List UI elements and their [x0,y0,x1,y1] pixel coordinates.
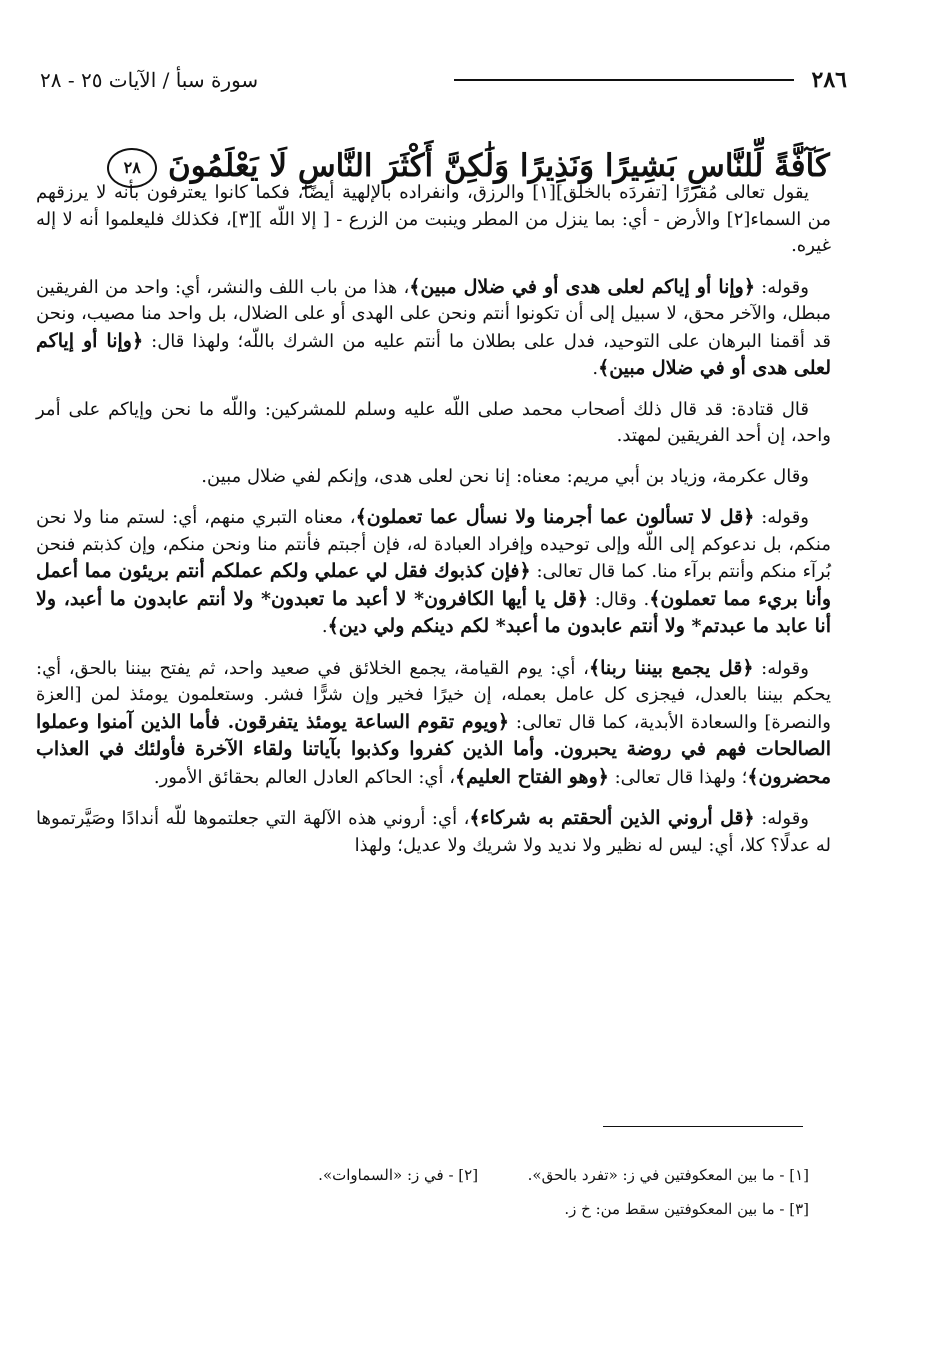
footnote-rule [603,1126,803,1127]
page-number: ٢٨٦ [811,67,847,93]
paragraph-text: وقال عكرمة، وزياد بن أبي مريم: معناه: إنا نحن لعلى هدى، وإنكم لفي ضلال مبين. [201,465,809,487]
quran-quote: ﴿فإن كذبوك فقل لي عملي ولكم عملكم أنتم بريئون مما أعمل وأنا بريء مما تعملون﴾ [36,560,831,610]
paragraph [36,397,831,450]
paragraph-text: [١] [532,182,556,203]
paragraph-text: ، أي: الحاكم العادل العالم بحقائق الأمور. [153,766,456,788]
paragraph [36,655,831,792]
footnote-row [60,1158,809,1192]
verse-text: كَآفَّةً لِّلنَّاسِ بَشِيرًا وَنَذِيرًا وَلَٰكِنَّ أَكْثَرَ النَّاسِ لَا يَعْلَمُونَ [168,148,830,184]
paragraph-text: وقوله: [754,808,809,829]
quran-quote: ﴿قل يجمع بيننا ربنا﴾ [588,656,754,679]
paragraph-text: . وقال: [587,588,650,610]
paragraph-text: والأرض - أي: بما ينزل من المطر وينبت من الزرع - [ إلا اللّه ] [255,208,727,230]
quran-quote: ﴿وهو الفتاح العليم﴾ [455,765,609,788]
paragraph-text: قال قتادة: قد قال ذلك أصحاب محمد صلى اللّه عليه وسلم للمشركين: واللّه ما نحن وإياكم على أمر واحد، إن أحد الفريقين لمهتد. [36,398,831,446]
paragraph [36,180,831,260]
footnote-1: [١] - ما بين المعكوفتين في ز: «تفرد بالحق». [527,1166,809,1184]
paragraph-text: والرزق، وانفراده بالإلهية أيضًا، فكما كانوا يعترفون بأنه لا يرزقهم من السماء [36,182,831,230]
paragraph-text: . [321,616,328,637]
paragraph-text: ، معناه التبري منهم، أي: لستم منا ولا نحن منكم، بل ندعوكم إلى اللّه وإلى توحيده وإفراد العبادة له، فإن أجبتم فأنتم منا ونحن منكم، وإن كذبتم فنحن بُرآء منكم وأنتم برآء منا. كما قال تعالى: [36,507,831,582]
paragraph-text: يقول تعالى مُقررًا [تفردَه بالخلق] [555,182,809,203]
header-rule [454,79,794,81]
quran-quote: ﴿قل لا تسألون عما أجرمنا ولا نسأل عما تعملون﴾ [355,506,755,528]
quran-quote: ﴿وإنا أو إياكم لعلى هدى أو في ضلال مبين﴾ [409,275,755,298]
quran-quote: ﴿وإنا أو إياكم لعلى هدى أو في ضلال مبين﴾ [36,329,831,379]
paragraph [36,274,831,383]
footnote-row [60,1192,809,1226]
paragraph-text: . [592,358,599,379]
footnote-3: [٣] - ما بين المعكوفتين سقط من: خ ز. [564,1200,809,1218]
paragraph-text: ، هذا من باب اللف والنشر، أي: واحد من الفريقين مبطل، والآخر محق، لا سبيل إلى أن تكونوا أنتم ونحن على الهدى أو على الضلال، بل واحد منا مصيب، ونحن قد أقمنا البرهان على التوحيد، فدل على بطلان ما أنتم عليه من الشرك باللّه؛ ولهذا قال: [36,276,831,352]
footnote-2: [٢] - في ز: «السماوات». [318,1166,479,1184]
paragraph-text: ، فكذلك فليعلموا أنه لا إله غيره. [36,208,831,256]
paragraph [36,504,831,641]
paragraph-text: وقوله: [753,657,809,679]
footnotes [60,1158,809,1226]
paragraph-text: وقوله: [754,507,809,528]
paragraph-text: [٣] [231,208,256,230]
ayah-number-marker: ٢٨ [107,148,157,188]
quran-quote: ﴿قل أروني الذين ألحقتم به شركاء﴾ [469,807,755,829]
quran-quote: ﴿قل يا أيها الكافرون* لا أعبد ما تعبدون* ولا أنتم عابدون ما أعبد، ولا أنا عابد ما عبدتم* ولا أنتم عابدون ما أعبد* لكم دينكم ولي دين﴾ [36,587,831,637]
paragraph-text: وقوله: [754,276,809,298]
page-header [40,62,847,98]
quran-quote: ﴿ويوم تقوم الساعة يومئذ يتفرقون. فأما الذين آمنوا وعملوا الصالحات فهم في روضة يحبرون. وأما الذين كفروا وكذبوا بآياتنا ولقاء الآخرة فأولئك في العذاب محضرون﴾ [36,710,831,788]
paragraph-text: ؛ ولهذا قال تعالى: [608,766,748,788]
paragraph [36,805,831,859]
paragraph [36,464,831,491]
running-title: سورة سبأ / الآيات ٢٥ - ٢٨ [40,68,259,92]
paragraph-text: [٢] [726,208,751,230]
commentary-body [36,180,831,873]
paragraph-text: ، أي: أروني هذه الآلهة التي جعلتموها للّه أندادًا وصَيَّرتموها له عدلًا؟ كلا، أي: ليس له نظير ولا نديد ولا شريك ولا عديل؛ ولهذا [36,808,831,856]
paragraph-text: ، أي: يوم القيامة، يجمع الخلائق في صعيد واحد، ثم يفتح بيننا بالحق، أي: يحكم بيننا بالعدل، فيجزى كل عامل بعمله، إن خيرًا فخير وإن شرًّا فشر. وستعلمون يومئذ لمن [العزة والنصرة] والسعادة الأبدية، كما قال تعالى: [36,657,831,733]
